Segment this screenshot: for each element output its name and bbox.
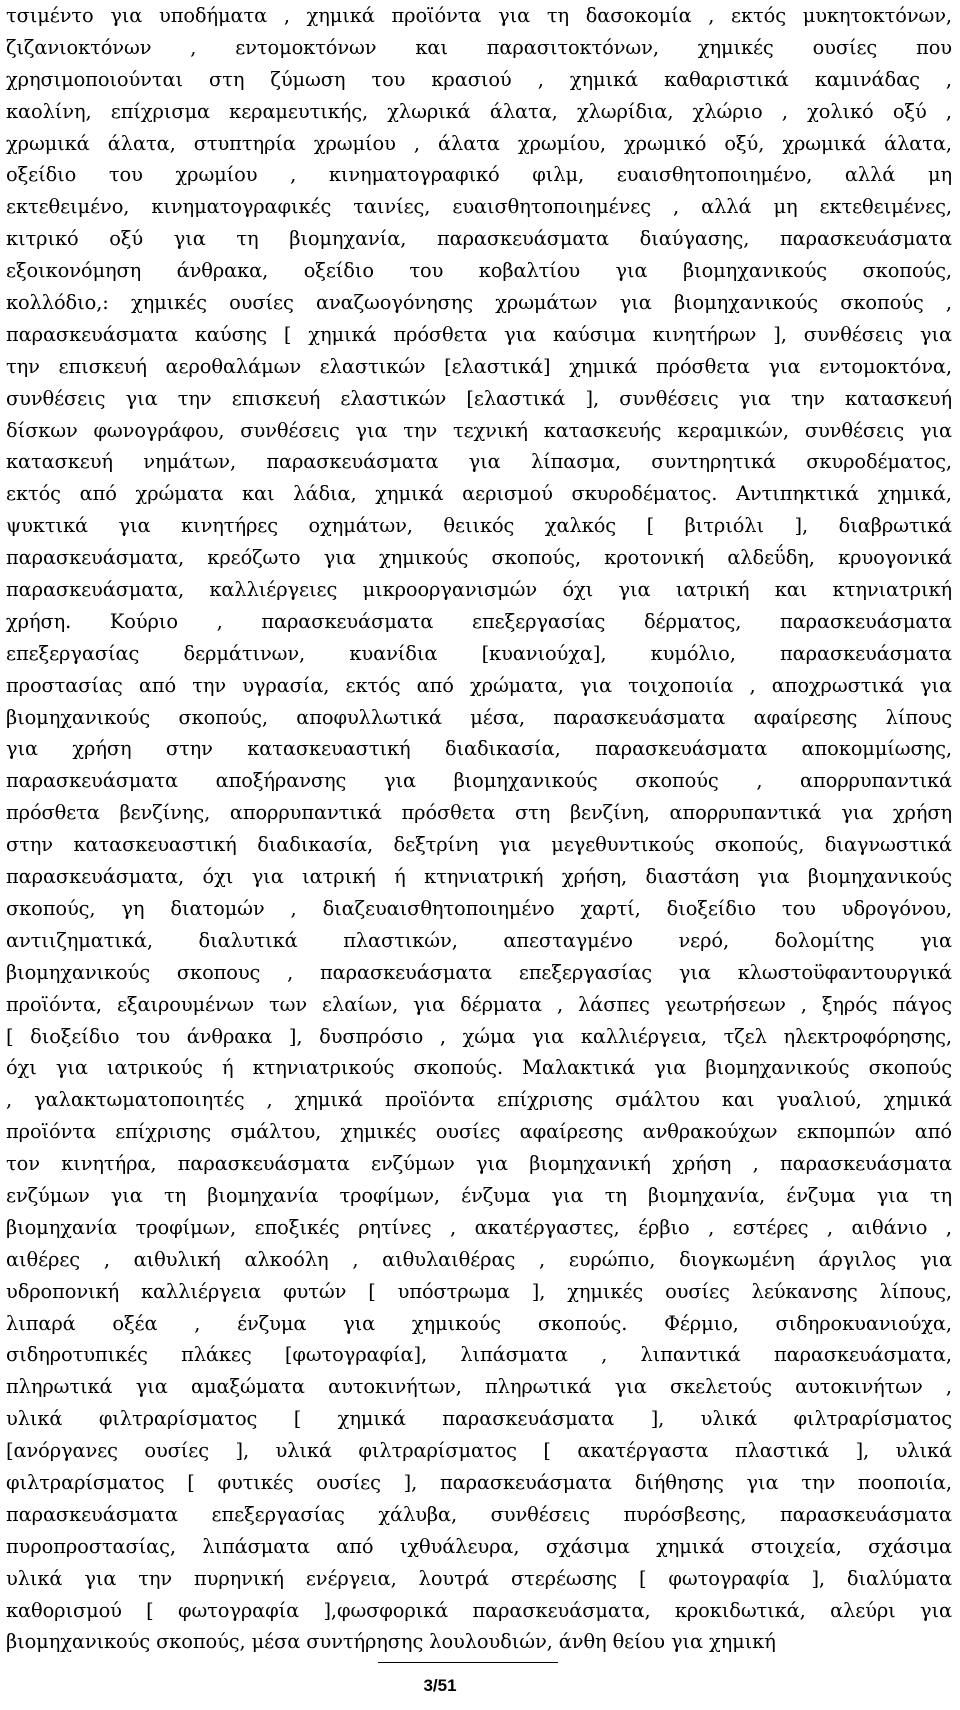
text-line: χρησιμοποιούνται στη ζύμωση του κρασιού , χημικά καθαριστικά καμινάδας , <box>6 67 952 91</box>
text-line: χρωμικά άλατα, στυπτηρία χρωμίου , άλατα χρωμίου, χρωμικό οξύ, χρωμικά άλατα, <box>6 131 952 155</box>
text-line: υλικά για την πυρηνική ενέργεια, λουτρά στερέωσης [ φωτογραφία ], διαλύματα <box>6 1566 952 1590</box>
text-line: σιδηροτυπικές πλάκες [φωτογραφία], λιπάσματα , λιπαντικά παρασκευάσματα, <box>6 1343 952 1367</box>
text-line: τσιμέντο για υποδήματα , χημικά προϊόντα για τη δασοκομία , εκτός μυκητοκτόνων, <box>6 4 952 27</box>
text-line: λιπαρά οξέα , ένζυμα για χημικούς σκοπούς. Φέρμιο, σιδηροκυανιούχα, <box>6 1311 952 1335</box>
text-line: βιομηχανία τροφίμων, εποξικές ρητίνες , ακατέργαστες, έρβιο , εστέρες , αιθάνιο , <box>6 1215 952 1239</box>
text-line: εξοικονόμηση άνθρακα, οξείδιο του κοβαλτίου για βιομηχανικούς σκοπούς, <box>6 259 952 283</box>
text-line: βιομηχανικούς σκοπούς, αποφυλλωτικά μέσα, παρασκευάσματα αφαίρεσης λίπους <box>6 705 952 729</box>
text-line: εκτεθειμένο, κινηματογραφικές ταινίες, ευαισθητοποιημένες , αλλά μη εκτεθειμένες, <box>6 195 952 219</box>
text-line: παρασκευάσματα, κρεόζωτο για χημικούς σκοπούς, κροτονική αλδεΰδη, κρυογονικά <box>6 546 952 570</box>
body-text <box>6 0 952 1658</box>
text-line: αντιιζηματικά, διαλυτικά πλαστικών, απεσταγμένο νερό, δολομίτης για <box>6 928 952 952</box>
text-line: υδροπονική καλλιέργεια φυτών [ υπόστρωμα ], χημικές ουσίες λεύκανσης λίπους, <box>6 1279 952 1303</box>
text-line: κολλόδιο,: χημικές ουσίες αναζωογόνησης χρωμάτων για βιομηχανικούς σκοπούς , <box>6 291 952 315</box>
text-line: παρασκευάσματα αποξήρανσης για βιομηχανικούς σκοπούς , απορρυπαντικά <box>6 769 952 793</box>
text-line: παρασκευάσματα καύσης [ χημικά πρόσθετα για καύσιμα κινητήρων ], συνθέσεις για <box>6 322 952 346</box>
text-line: παρασκευάσματα, καλλιέργειες μικροοργανισμών όχι για ιατρική και κτηνιατρική <box>6 578 952 602</box>
text-line: επεξεργασίας δερμάτινων, κυανίδια [κυανιούχα], κυμόλιο, παρασκευάσματα <box>6 641 952 665</box>
text-line: εκτός από χρώματα και λάδια, χημικά αερισμού σκυροδέματος. Αντιπηκτικά χημικά, <box>6 482 952 506</box>
text-line: καολίνη, επίχρισμα κεραμευτικής, χλωρικά άλατα, χλωρίδια, χλώριο , χολικό οξύ , <box>6 99 952 123</box>
text-line: ψυκτικά για κινητήρες οχημάτων, θειικός χαλκός [ βιτριόλι ], διαβρωτικά <box>6 514 952 538</box>
text-line: δίσκων φωνογράφου, συνθέσεις για την τεχνική κατασκευής κεραμικών, συνθέσεις για <box>6 418 952 442</box>
text-line: παρασκευάσματα, όχι για ιατρική ή κτηνιατρική χρήση, διαστάση για βιομηχανικούς <box>6 865 952 889</box>
text-line: πυροπροστασίας, λιπάσματα από ιχθυάλευρα, σχάσιμα χημικά στοιχεία, σχάσιμα <box>6 1534 952 1558</box>
text-line: κατασκευή νημάτων, παρασκευάσματα για λίπασμα, συντηρητικά σκυροδέματος, <box>6 450 952 474</box>
text-line: αιθέρες , αιθυλική αλκοόλη , αιθυλαιθέρας , ευρώπιο, διογκωμένη άργιλος για <box>6 1247 952 1271</box>
text-line: ζιζανιοκτόνων , εντομοκτόνων και παρασιτοκτόνων, χημικές ουσίες που <box>6 35 952 59</box>
text-line: προστασίας από την υγρασία, εκτός από χρώματα, για τοιχοποιία , αποχρωστικά για <box>6 673 952 697</box>
footer-divider <box>378 1662 558 1663</box>
text-line: προϊόντα επίχρισης σμάλτου, χημικές ουσίες αφαίρεσης ανθρακούχων εκπομπών από <box>6 1120 952 1144</box>
text-line: βιομηχανικούς σκοπους , παρασκευάσματα επεξεργασίας για κλωστοϋφαντουργικά <box>6 960 952 984</box>
text-line: [ διοξείδιο του άνθρακα ], δυσπρόσιο , χώμα για καλλιέργεια, τζελ ηλεκτροφόρησης, <box>6 1024 952 1048</box>
text-line: κιτρικό οξύ για τη βιομηχανία, παρασκευάσματα διαύγασης, παρασκευάσματα <box>6 227 952 251</box>
text-line: σκοπούς, γη διατομών , διαζευαισθητοποιημένο χαρτί, διοξείδιο του υδρογόνου, <box>6 896 952 920</box>
text-line: τον κινητήρα, παρασκευάσματα ενζύμων για βιομηχανική χρήση , παρασκευάσματα <box>6 1152 952 1176</box>
text-line: υλικά φιλτραρίσματος [ χημικά παρασκευάσματα ], υλικά φιλτραρίσματος <box>6 1407 952 1431</box>
text-line: καθορισμού [ φωτογραφία ],φωσφορικά παρασκευάσματα, κροκιδωτικά, αλεύρι για <box>6 1598 952 1622</box>
text-line: συνθέσεις για την επισκευή ελαστικών [ελαστικά ], συνθέσεις για την κατασκευή <box>6 386 952 410</box>
text-line: , γαλακτωματοποιητές , χημικά προϊόντα επίχρισης σμάλτου και γυαλιού, χημικά <box>6 1088 952 1112</box>
text-line: [ανόργανες ουσίες ], υλικά φιλτραρίσματος [ ακατέργαστα πλαστικά ], υλικά <box>6 1439 952 1463</box>
text-line: χρήση. Κούριο , παρασκευάσματα επεξεργασίας δέρματος, παρασκευάσματα <box>6 609 952 633</box>
text-line: πρόσθετα βενζίνης, απορρυπαντικά πρόσθετα στη βενζίνη, απορρυπαντικά για χρήση <box>6 801 952 825</box>
text-line: φιλτραρίσματος [ φυτικές ουσίες ], παρασκευάσματα διήθησης για την ποοποιία, <box>6 1470 952 1494</box>
text-line: βιομηχανικούς σκοπούς, μέσα συντήρησης λουλουδιών, άνθη θείου για χημική <box>6 1630 776 1654</box>
text-line: προϊόντα, εξαιρουμένων των ελαίων, για δέρματα , λάσπες γεωτρήσεων , ξηρός πάγος <box>6 992 952 1016</box>
page-number: 3/51 <box>423 1676 457 1695</box>
text-line: την επισκευή αεροθαλάμων ελαστικών [ελαστικά] χημικά πρόσθετα για εντομοκτόνα, <box>6 354 952 378</box>
text-line: οξείδιο του χρωμίου , κινηματογραφικό φιλμ, ευαισθητοποιημένο, αλλά μη <box>6 163 952 187</box>
text-line: όχι για ιατρικούς ή κτηνιατρικούς σκοπούς. Μαλακτικά για βιομηχανικούς σκοπούς <box>6 1056 952 1080</box>
text-line: πληρωτικά για αμαξώματα αυτοκινήτων, πληρωτικά για σκελετούς αυτοκινήτων , <box>6 1375 952 1399</box>
text-line: για χρήση στην κατασκευαστική διαδικασία, παρασκευάσματα αποκομμίωσης, <box>6 737 952 761</box>
text-line: παρασκευάσματα επεξεργασίας χάλυβα, συνθέσεις πυρόσβεσης, παρασκευάσματα <box>6 1502 952 1526</box>
text-line: στην κατασκευαστική διαδικασία, δεξτρίνη για μεγεθυντικούς σκοπούς, διαγνωστικά <box>6 833 952 857</box>
text-line: ενζύμων για τη βιομηχανία τροφίμων, ένζυμα για τη βιομηχανία, ένζυμα για τη <box>6 1183 952 1207</box>
